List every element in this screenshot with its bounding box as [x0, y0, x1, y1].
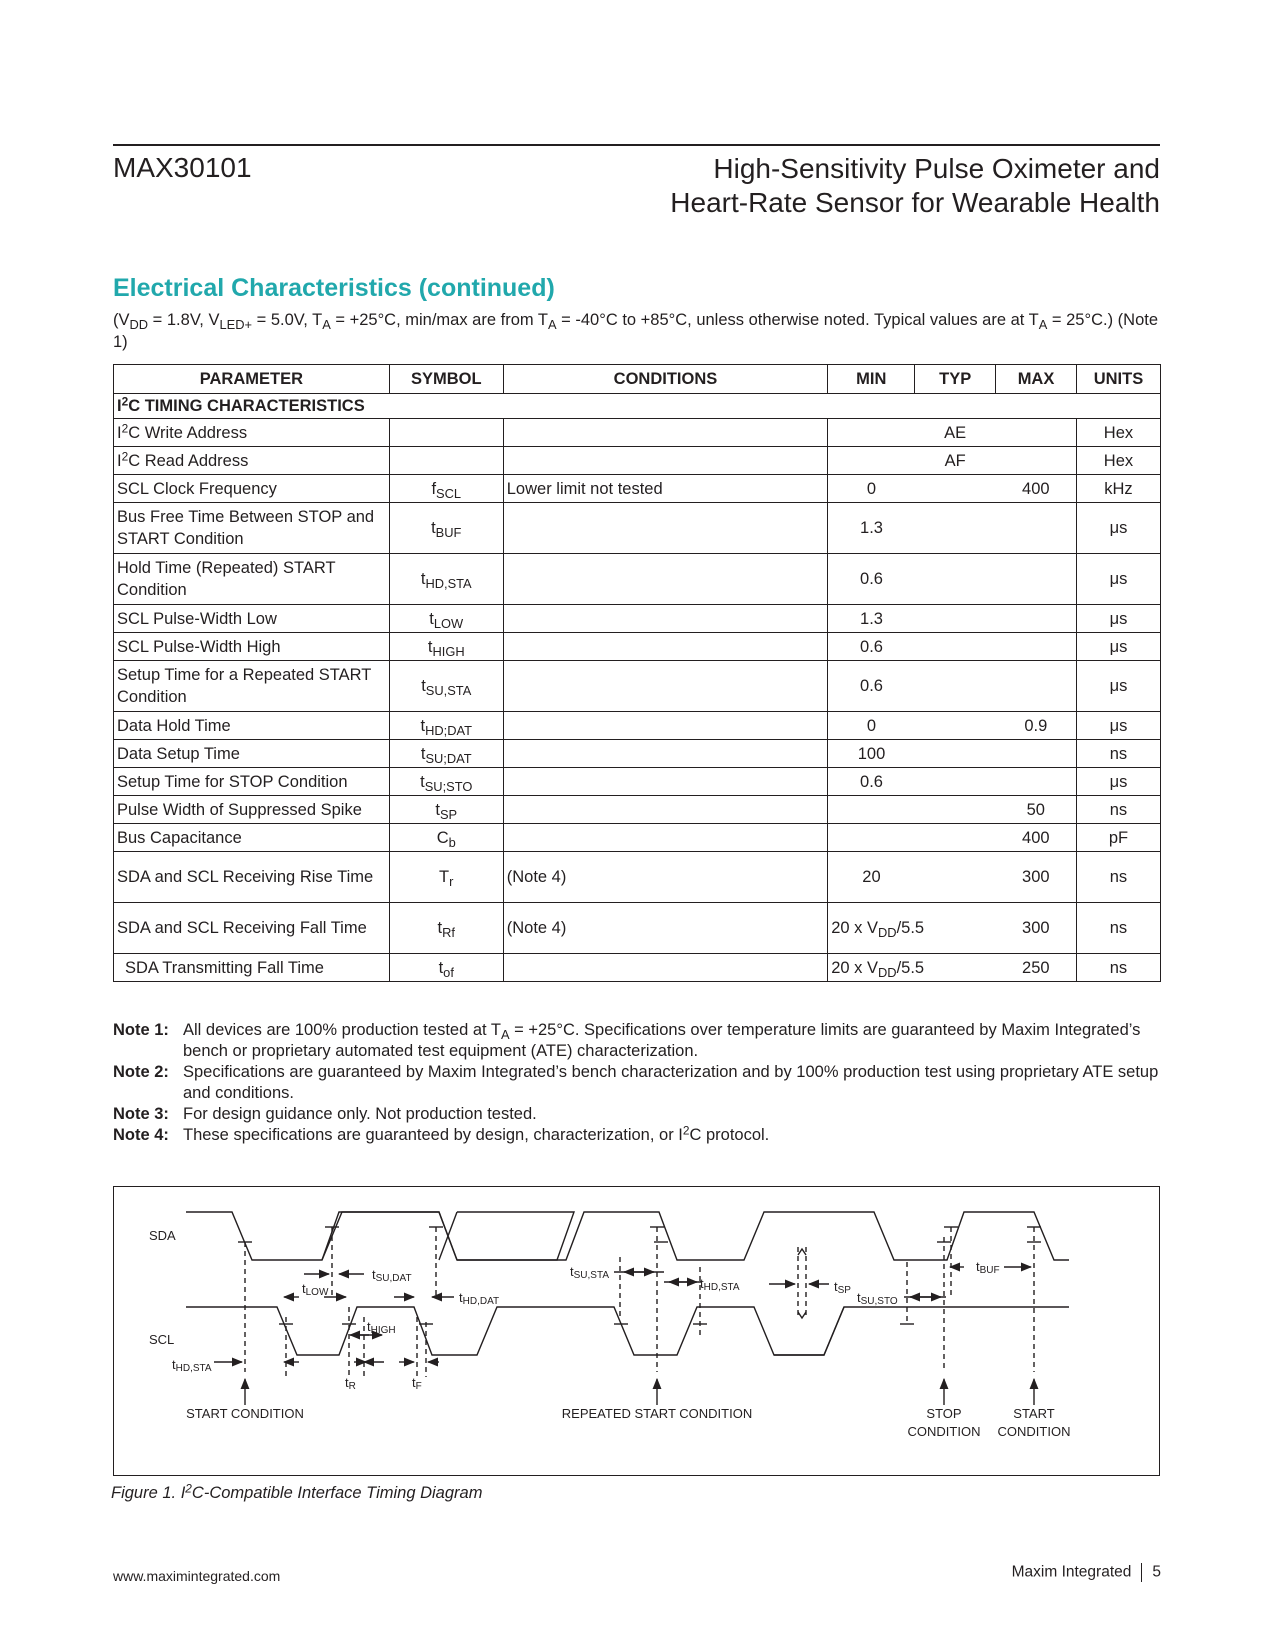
- footer-url[interactable]: www.maximintegrated.com: [113, 1568, 281, 1584]
- cell-max: [996, 419, 1077, 447]
- cell-max: 300: [996, 852, 1077, 903]
- timing-diagram-svg: [114, 1187, 1159, 1475]
- header-parameter: PARAMETER: [114, 365, 390, 394]
- note-item: [113, 1062, 1160, 1104]
- cell-max: 250: [996, 954, 1077, 982]
- cell-min: 100: [828, 740, 915, 768]
- cell-typ: AE: [915, 419, 996, 447]
- note-text: All devices are 100% production tested at $T_A = +25^\circ C$. Specifications over temperature limits are guaranteed by Maxim Integrated’s bench or proprietary automated test equipment (ATE) characterization.: [183, 1021, 1141, 1060]
- table-header-row: [114, 365, 1161, 394]
- cell-conditions: [503, 419, 827, 447]
- cell-conditions: (Note 4): [503, 903, 827, 954]
- cell-parameter: Data Hold Time: [114, 712, 390, 740]
- cell-min: 0.6: [828, 661, 915, 712]
- part-number: MAX30101: [113, 152, 252, 183]
- cell-parameter: Hold Time (Repeated) START Condition: [114, 554, 390, 605]
- cell-parameter: SCL Pulse-Width High: [114, 633, 390, 661]
- cell-max: 50: [996, 796, 1077, 824]
- cell-conditions: [503, 954, 827, 982]
- figure-caption: Figure 1. $I^2C$-Compatible Interface Timing Diagram: [111, 1481, 483, 1502]
- cell-conditions: [503, 712, 827, 740]
- cell-symbol: [389, 419, 503, 447]
- tick-marks: [238, 1227, 1041, 1324]
- header-typ: TYP: [915, 365, 996, 394]
- start-condition-label: START CONDITION: [186, 1406, 304, 1421]
- cell-symbol: $C_b$: [389, 824, 503, 852]
- thddat-label: tHD,DAT: [459, 1290, 500, 1307]
- tr-label: tR: [345, 1375, 356, 1392]
- document-title: High-Sensitivity Pulse Oximeter and Heart-Rate Sensor for Wearable Health: [670, 153, 1160, 218]
- cell-units: ns: [1076, 740, 1160, 768]
- cell-units: μs: [1076, 605, 1160, 633]
- cell-parameter: SCL Clock Frequency: [114, 475, 390, 503]
- cell-typ: [915, 475, 996, 503]
- test-conditions: ($V_{DD} = 1.8V$, $V_{LED+} = 5.0V$, $T_A = +25^\circ C$, min/max are from $T_A = -40^\circ C$ to +85°C, unless otherwise noted. Typical values are at $T_A = 25^\circ C$.) (Note 1): [113, 311, 1159, 351]
- tbuf-label: tBUF: [976, 1259, 1000, 1276]
- cell-symbol: $t_{SP}$: [389, 796, 503, 824]
- start-condition-label-2: CONDITION: [997, 1424, 1071, 1439]
- cell-typ: [915, 796, 996, 824]
- note-text: These specifications are guaranteed by design, characterization, or $I^2C$ protocol.: [183, 1123, 770, 1144]
- table-row: [114, 475, 1161, 503]
- table-row: [114, 605, 1161, 633]
- note-label: Note 3:: [113, 1105, 169, 1123]
- cell-symbol: $T_r$: [389, 852, 503, 903]
- cell-typ: [915, 503, 996, 554]
- cell-units: μs: [1076, 633, 1160, 661]
- footer-separator: [1141, 1563, 1142, 1582]
- tsusto-label: tSU,STO: [857, 1290, 898, 1307]
- cell-units: μs: [1076, 503, 1160, 554]
- cell-typ: [915, 554, 996, 605]
- thigh-label: tHIGH: [367, 1319, 396, 1336]
- header-conditions: CONDITIONS: [503, 365, 827, 394]
- cell-typ: [915, 824, 996, 852]
- cell-conditions: Lower limit not tested: [503, 475, 827, 503]
- section-row: [114, 394, 1161, 419]
- note-label: Note 4:: [113, 1126, 169, 1144]
- note-text: For design guidance only. Not production tested.: [183, 1105, 537, 1123]
- cell-typ: [915, 633, 996, 661]
- cell-parameter: Pulse Width of Suppressed Spike: [114, 796, 390, 824]
- cell-max: 400: [996, 824, 1077, 852]
- cell-conditions: [503, 796, 827, 824]
- cell-conditions: [503, 605, 827, 633]
- start-label: START: [1013, 1406, 1055, 1421]
- cell-parameter: Bus Capacitance: [114, 824, 390, 852]
- cell-parameter: $I^2C$ Write Address: [114, 419, 390, 447]
- cell-min: 0.6: [828, 633, 915, 661]
- cell-units: ns: [1076, 954, 1160, 982]
- footer-company: Maxim Integrated: [1011, 1563, 1132, 1581]
- cell-symbol: $t_{HIGH}$: [389, 633, 503, 661]
- cell-symbol: $t_{of}$: [389, 954, 503, 982]
- note-label: Note 1:: [113, 1021, 169, 1039]
- cell-conditions: [503, 447, 827, 475]
- tsp-label: tSP: [834, 1279, 851, 1296]
- table-row: [114, 633, 1161, 661]
- section-title: Electrical Characteristics (continued): [113, 274, 555, 302]
- stop-label: STOP: [926, 1406, 962, 1421]
- cell-symbol: $t_{SU;DAT}$: [389, 740, 503, 768]
- scl-waveform: [186, 1307, 1069, 1355]
- cell-conditions: (Note 4): [503, 852, 827, 903]
- table-row: [114, 661, 1161, 712]
- cell-max: [996, 447, 1077, 475]
- cell-max: [996, 740, 1077, 768]
- tlow-label: tLOW: [302, 1281, 329, 1298]
- scl-label: SCL: [149, 1332, 175, 1347]
- cell-conditions: [503, 503, 827, 554]
- electrical-characteristics-table: [113, 364, 1161, 982]
- cell-typ: AF: [915, 447, 996, 475]
- tsudat-label: tSU,DAT: [372, 1267, 412, 1284]
- cell-symbol: $t_{HD;DAT}$: [389, 712, 503, 740]
- cell-parameter: Bus Free Time Between STOP and START Condition: [114, 503, 390, 554]
- cell-max: 300: [996, 903, 1077, 954]
- cell-parameter: SDA and SCL Receiving Rise Time: [114, 852, 390, 903]
- stop-condition-label: CONDITION: [907, 1424, 981, 1439]
- spike-marker: [798, 1249, 806, 1318]
- cell-min: 20 x $V_{DD}/5.5$: [828, 903, 915, 954]
- table-row: [114, 740, 1161, 768]
- note-item: [113, 1104, 1160, 1125]
- cell-symbol: $t_{Rf}$: [389, 903, 503, 954]
- timing-diagram: [113, 1186, 1160, 1476]
- cell-max: [996, 768, 1077, 796]
- cell-symbol: $t_{SU,STA}$: [389, 661, 503, 712]
- cell-min: 0: [828, 712, 915, 740]
- cell-units: μs: [1076, 554, 1160, 605]
- cell-conditions: [503, 633, 827, 661]
- cell-parameter: SDA Transmitting Fall Time: [114, 954, 390, 982]
- cell-parameter: Data Setup Time: [114, 740, 390, 768]
- cell-units: μs: [1076, 712, 1160, 740]
- header-rule: [113, 144, 1160, 146]
- cell-parameter: $I^2C$ Read Address: [114, 447, 390, 475]
- section-label: $I^2C$ TIMING CHARACTERISTICS: [114, 394, 1161, 419]
- cell-max: [996, 554, 1077, 605]
- cell-typ: [915, 605, 996, 633]
- cell-typ: [915, 661, 996, 712]
- cell-typ: [915, 768, 996, 796]
- cell-min: [828, 419, 915, 447]
- notes: [113, 1020, 1160, 1146]
- cell-conditions: [503, 824, 827, 852]
- cell-units: ns: [1076, 903, 1160, 954]
- cell-max: 0.9: [996, 712, 1077, 740]
- table-row: [114, 954, 1161, 982]
- cell-conditions: [503, 554, 827, 605]
- header-symbol: SYMBOL: [389, 365, 503, 394]
- cell-conditions: [503, 661, 827, 712]
- cell-typ: [915, 852, 996, 903]
- table-row: [114, 768, 1161, 796]
- table-row: [114, 419, 1161, 447]
- cell-min: 0: [828, 475, 915, 503]
- sda-label: SDA: [149, 1228, 176, 1243]
- repeated-start-label: REPEATED START CONDITION: [561, 1406, 753, 1421]
- cell-units: Hex: [1076, 419, 1160, 447]
- note-item: [113, 1125, 1160, 1146]
- tsusta-label: tSU,STA: [570, 1264, 610, 1281]
- cell-conditions: [503, 768, 827, 796]
- table-row: [114, 712, 1161, 740]
- header-min: MIN: [828, 365, 915, 394]
- cell-symbol: $t_{HD,STA}$: [389, 554, 503, 605]
- cell-symbol: $t_{LOW}$: [389, 605, 503, 633]
- cell-min: 20: [828, 852, 915, 903]
- cell-symbol: [389, 447, 503, 475]
- cell-max: [996, 633, 1077, 661]
- cell-units: μs: [1076, 768, 1160, 796]
- cell-typ: [915, 712, 996, 740]
- cell-min: 0.6: [828, 768, 915, 796]
- cell-symbol: $t_{SU;STO}$: [389, 768, 503, 796]
- header-units: UNITS: [1076, 365, 1160, 394]
- cell-units: Hex: [1076, 447, 1160, 475]
- cell-min: 1.3: [828, 503, 915, 554]
- sda-data-crossing: [322, 1212, 574, 1260]
- cell-max: [996, 605, 1077, 633]
- cell-max: 400: [996, 475, 1077, 503]
- cell-parameter: Setup Time for a Repeated START Condition: [114, 661, 390, 712]
- cell-typ: [915, 954, 996, 982]
- cell-max: [996, 661, 1077, 712]
- cell-min: [828, 796, 915, 824]
- table-row: [114, 903, 1161, 954]
- table-row: [114, 447, 1161, 475]
- timing-arrows: [214, 1267, 1034, 1405]
- cell-conditions: [503, 740, 827, 768]
- sda-waveform: [186, 1212, 1069, 1260]
- thdsta-label-left: tHD,STA: [172, 1357, 212, 1374]
- cell-typ: [915, 740, 996, 768]
- cell-parameter: Setup Time for STOP Condition: [114, 768, 390, 796]
- note-item: [113, 1020, 1160, 1062]
- cell-min: 1.3: [828, 605, 915, 633]
- cell-units: pF: [1076, 824, 1160, 852]
- cell-min: 20 x $V_{DD}/5.5$: [828, 954, 915, 982]
- tf-label: tF: [412, 1375, 422, 1392]
- page-number: 5: [1152, 1563, 1161, 1581]
- cell-parameter: SDA and SCL Receiving Fall Time: [114, 903, 390, 954]
- table-row: [114, 824, 1161, 852]
- note-text: Specifications are guaranteed by Maxim Integrated’s bench characterization and by 100% production test using proprietary ATE setup and conditions.: [183, 1063, 1159, 1102]
- table-row: [114, 852, 1161, 903]
- cell-min: [828, 824, 915, 852]
- table-row: [114, 503, 1161, 554]
- cell-typ: [915, 903, 996, 954]
- table-row: [114, 554, 1161, 605]
- table-row: [114, 796, 1161, 824]
- cell-symbol: $t_{BUF}$: [389, 503, 503, 554]
- cell-max: [996, 503, 1077, 554]
- cell-units: ns: [1076, 796, 1160, 824]
- cell-min: [828, 447, 915, 475]
- cell-min: 0.6: [828, 554, 915, 605]
- header-max: MAX: [996, 365, 1077, 394]
- note-label: Note 2:: [113, 1063, 169, 1081]
- cell-units: μs: [1076, 661, 1160, 712]
- cell-units: kHz: [1076, 475, 1160, 503]
- footer-right: [1012, 1563, 1161, 1582]
- scl-waveform-2: [774, 1307, 844, 1355]
- cell-parameter: SCL Pulse-Width Low: [114, 605, 390, 633]
- thdsta-label: tHD,STA: [700, 1276, 740, 1293]
- cell-symbol: $f_{SCL}$: [389, 475, 503, 503]
- cell-units: ns: [1076, 852, 1160, 903]
